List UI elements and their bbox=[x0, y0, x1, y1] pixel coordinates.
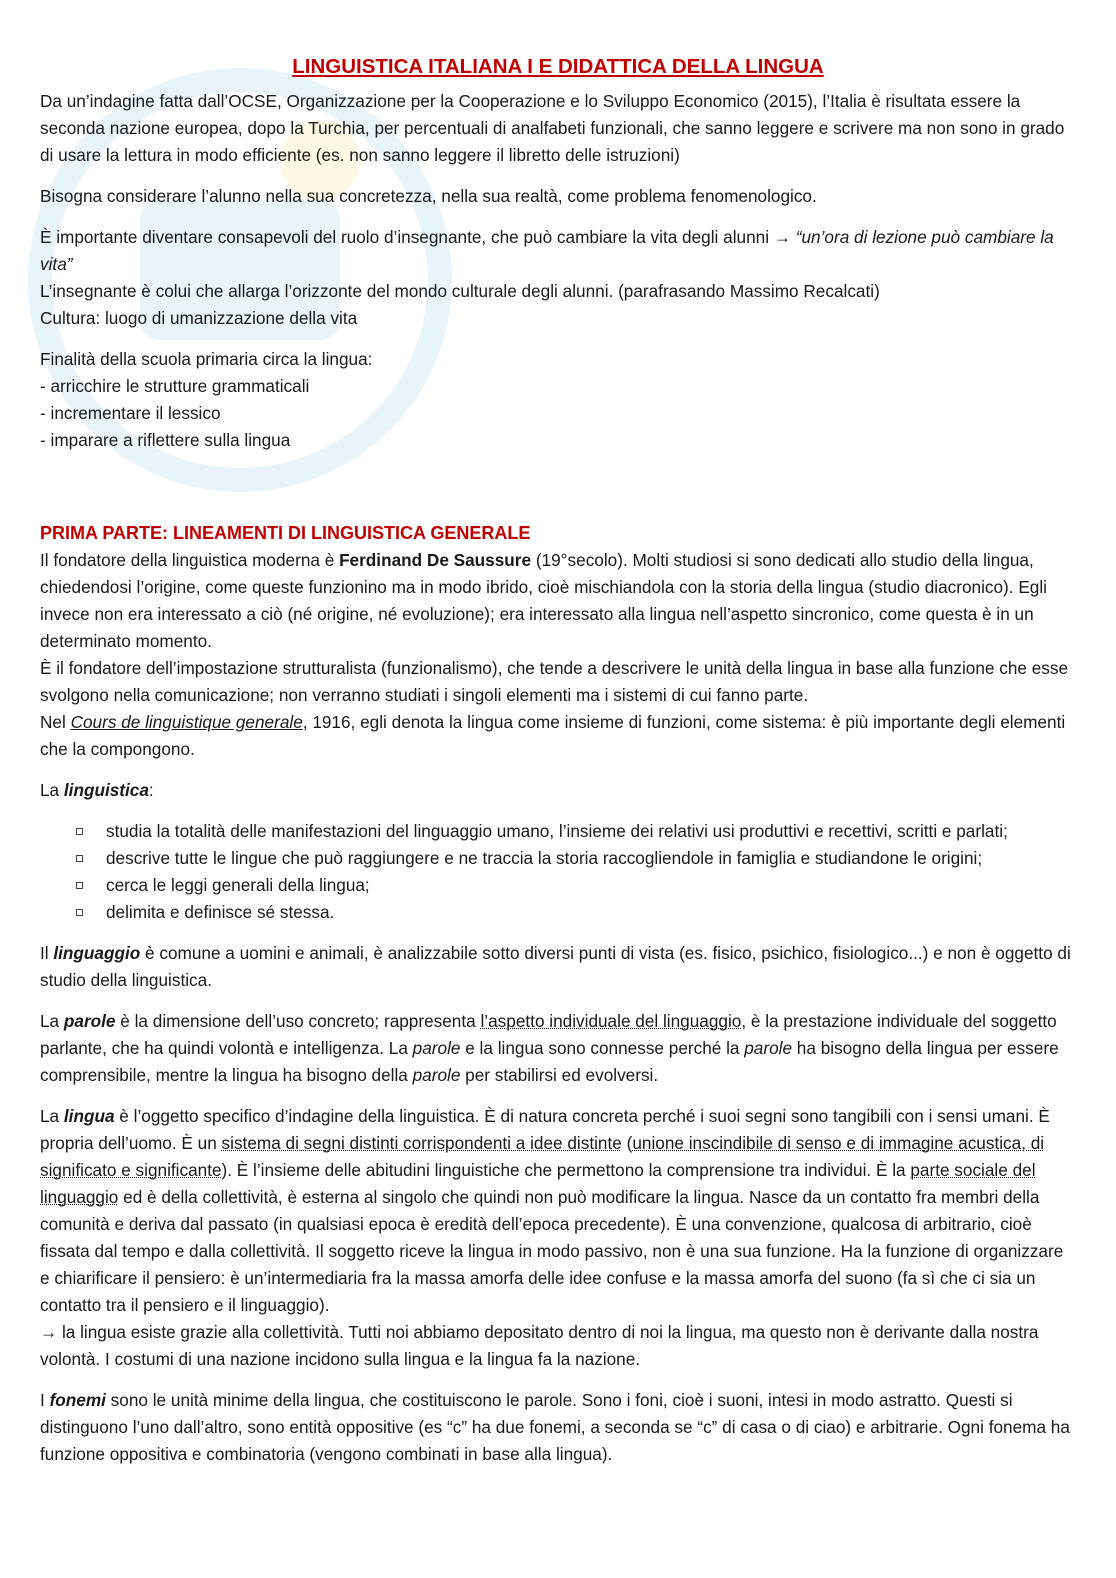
parole-paragraph bbox=[40, 1008, 1076, 1089]
document-page bbox=[40, 52, 1076, 1482]
list-item: cerca le leggi generali della lingua; bbox=[106, 872, 1076, 899]
document-title: LINGUISTICA ITALIANA I E DIDATTICA DELLA LINGUA bbox=[292, 55, 824, 78]
intro-paragraph-alunno: Bisogna considerare l’alunno nella sua concretezza, nella sua realtà, come problema fenomenologico. bbox=[40, 186, 817, 206]
list-item: delimita e definisce sé stessa. bbox=[106, 899, 1076, 926]
list-item: studia la totalità delle manifestazioni del linguaggio umano, l’insieme dei relativi usi produttivi e recettivi, scritti e parlati; bbox=[106, 818, 1076, 845]
section-heading-prima-parte: PRIMA PARTE: LINEAMENTI DI LINGUISTICA GENERALE bbox=[40, 523, 531, 543]
saussure-name: Ferdinand De Saussure bbox=[339, 550, 532, 570]
lingua-text: ed è della collettività, è esterna al singolo che quindi non può modificare la lingua. Nasce da un contatto fra membri della comunità e deriva dal passato (in qualsiasi epoca è eredità dell’epoca precedente). È una convenzione, qualcosa di arbitrario, cioè fissata dal tempo e dalla collettività. Il soggetto riceve la lingua in modo passivo, non è una sua funzione. Ha la funzione di organizzare e chiarificare il pensiero: è un’intermediaria fra la massa amorfa delle idee confuse e la massa amorfa del suono (fa sì che ci sia un contatto tra il pensiero e il linguaggio). bbox=[40, 1187, 1064, 1315]
parole-text: , è la prestazione individuale del soggetto parlante, che ha quindi volontà e intelligenza. La bbox=[40, 1011, 1057, 1058]
intro-paragraph-ocse: Da un’indagine fatta dall’OCSE, Organizzazione per la Cooperazione e lo Sviluppo Economico (2015), l’Italia è risultata essere la seconda nazione europea, dopo la Turchia, per percentuali di analfabeti funzionali, che sanno leggere e scrivere ma non sono in grado di usare la lettura in modo efficiente (es. non sanno leggere il libretto delle istruzioni) bbox=[40, 91, 1065, 165]
strutturalista-line: È il fondatore dell’impostazione strutturalista (funzionalismo), che tende a descrivere le unità della lingua in base alla funzione che esse svolgono nella comunicazione; non verranno studiati i singoli elementi ma i sistemi di cui fanno parte. bbox=[40, 658, 1069, 705]
parole-underlined: l’aspetto individuale del linguaggio bbox=[480, 1011, 742, 1031]
linguistica-term: linguistica bbox=[63, 780, 149, 800]
finalita-block bbox=[40, 346, 1076, 454]
lingua-arrow-line: → la lingua esiste grazie alla collettività. Tutti noi abbiamo depositato dentro di noi la lingua, ma questo non è derivante dalla nostra volontà. I costumi di una nazione incidono sulla lingua e la lingua fa la nazione. bbox=[40, 1322, 1039, 1369]
parole-term-italic: parole bbox=[744, 1038, 793, 1058]
lingua-underlined: parte sociale del linguaggio bbox=[40, 1160, 1036, 1207]
lingua-paragraph bbox=[40, 1103, 1076, 1373]
lingua-underlined: sistema di segni distinti corrispondenti a idee distinte bbox=[221, 1133, 622, 1153]
linguistica-list bbox=[40, 818, 1076, 926]
linguaggio-pre: Il bbox=[40, 943, 54, 963]
fonemi-pre: I bbox=[40, 1390, 50, 1410]
saussure-text: Il fondatore della linguistica moderna è bbox=[40, 550, 340, 570]
saussure-text-cont: (19°secolo). Molti studiosi si sono dedicati allo studio della lingua, chiedendosi l’origine, come queste funzionino ma in modo ibrido, cioè mischiandola con la storia della lingua (studio diacronico). Egli invece non era interessato a ciò (né origine, né evoluzione); era interessato alla lingua nell’aspetto sincronico, come questa è in un determinato momento. bbox=[40, 550, 1047, 651]
parole-pre: La bbox=[40, 1011, 64, 1031]
finalita-heading: Finalità della scuola primaria circa la lingua: bbox=[40, 349, 373, 369]
parole-term-italic: parole bbox=[412, 1065, 461, 1085]
fonemi-paragraph bbox=[40, 1387, 1076, 1468]
linguistica-pre: La bbox=[40, 780, 64, 800]
cours-prefix: Nel bbox=[40, 712, 71, 732]
intro-paragraph-insegnante bbox=[40, 224, 1076, 332]
fonemi-term: fonemi bbox=[49, 1390, 106, 1410]
parole-term: parole bbox=[63, 1011, 116, 1031]
parole-text: per stabilirsi ed evolversi. bbox=[460, 1065, 659, 1085]
linguaggio-term: linguaggio bbox=[53, 943, 141, 963]
linguaggio-text: è comune a uomini e animali, è analizzabile sotto diversi punti di vista (es. fisico, psichico, fisiologico...) e non è oggetto di studio della linguistica. bbox=[40, 943, 1071, 990]
lingua-text: è l’oggetto specifico d’indagine della linguistica. È di natura concreta perché i suoi segni sono tangibili con i sensi umani. È propria dell’uomo. È un bbox=[40, 1106, 1050, 1153]
lingua-text: ). È l’insieme delle abitudini linguistiche che permettono la comprensione tra individui. È la bbox=[221, 1160, 911, 1180]
linguistica-intro bbox=[40, 777, 1076, 804]
cultura-line: Cultura: luogo di umanizzazione della vita bbox=[40, 308, 358, 328]
fonemi-text: sono le unità minime della lingua, che costituiscono le parole. Sono i foni, cioè i suoni, intesi in modo astratto. Questi si distinguono l’uno dall’altro, sono entità oppositive (es “c” ha due fonemi, a seconda se “c” di casa o di ciao) e arbitrarie. Ogni fonema ha funzione oppositiva e combinatoria (vengono combinati in base alla lingua). bbox=[40, 1390, 1070, 1464]
lingua-pre: La bbox=[40, 1106, 64, 1126]
recalcati-line: L’insegnante è colui che allarga l’orizzonte del mondo culturale degli alunni. (parafrasando Massimo Recalcati) bbox=[40, 281, 880, 301]
list-item: descrive tutte le lingue che può raggiungere e ne traccia la storia raccogliendole in famiglia e studiandone le origini; bbox=[106, 845, 1076, 872]
insegnante-text: È importante diventare consapevoli del ruolo d’insegnante, che può cambiare la vita degli alunni → bbox=[40, 227, 796, 247]
linguaggio-paragraph bbox=[40, 940, 1076, 994]
saussure-paragraph bbox=[40, 547, 1076, 763]
parole-text: ha bisogno della lingua per essere comprensibile, mentre la lingua ha bisogno della bbox=[40, 1038, 1059, 1085]
linguistica-colon: : bbox=[148, 780, 154, 800]
parole-text: è la dimensione dell’uso concreto; rappresenta bbox=[115, 1011, 481, 1031]
parole-text: e la lingua sono connesse perché la bbox=[460, 1038, 745, 1058]
parole-term-italic: parole bbox=[412, 1038, 461, 1058]
finalita-item: - incrementare il lessico bbox=[40, 403, 221, 423]
lingua-underlined: unione inscindibile di senso e di immagine acustica, di significato e significante bbox=[40, 1133, 1045, 1180]
cours-suffix: , 1916, egli denota la lingua come insieme di funzioni, come sistema: è più importante degli elementi che la compongono. bbox=[40, 712, 1066, 759]
finalita-item: - imparare a riflettere sulla lingua bbox=[40, 430, 291, 450]
lingua-text: ( bbox=[621, 1133, 633, 1153]
lingua-term: lingua bbox=[63, 1106, 115, 1126]
cours-line bbox=[40, 709, 1076, 763]
cours-book-title: Cours de linguistique generale bbox=[70, 712, 303, 732]
finalita-item: - arricchire le strutture grammaticali bbox=[40, 376, 310, 396]
insegnante-quote: “un’ora di lezione può cambiare la vita” bbox=[40, 227, 1054, 274]
